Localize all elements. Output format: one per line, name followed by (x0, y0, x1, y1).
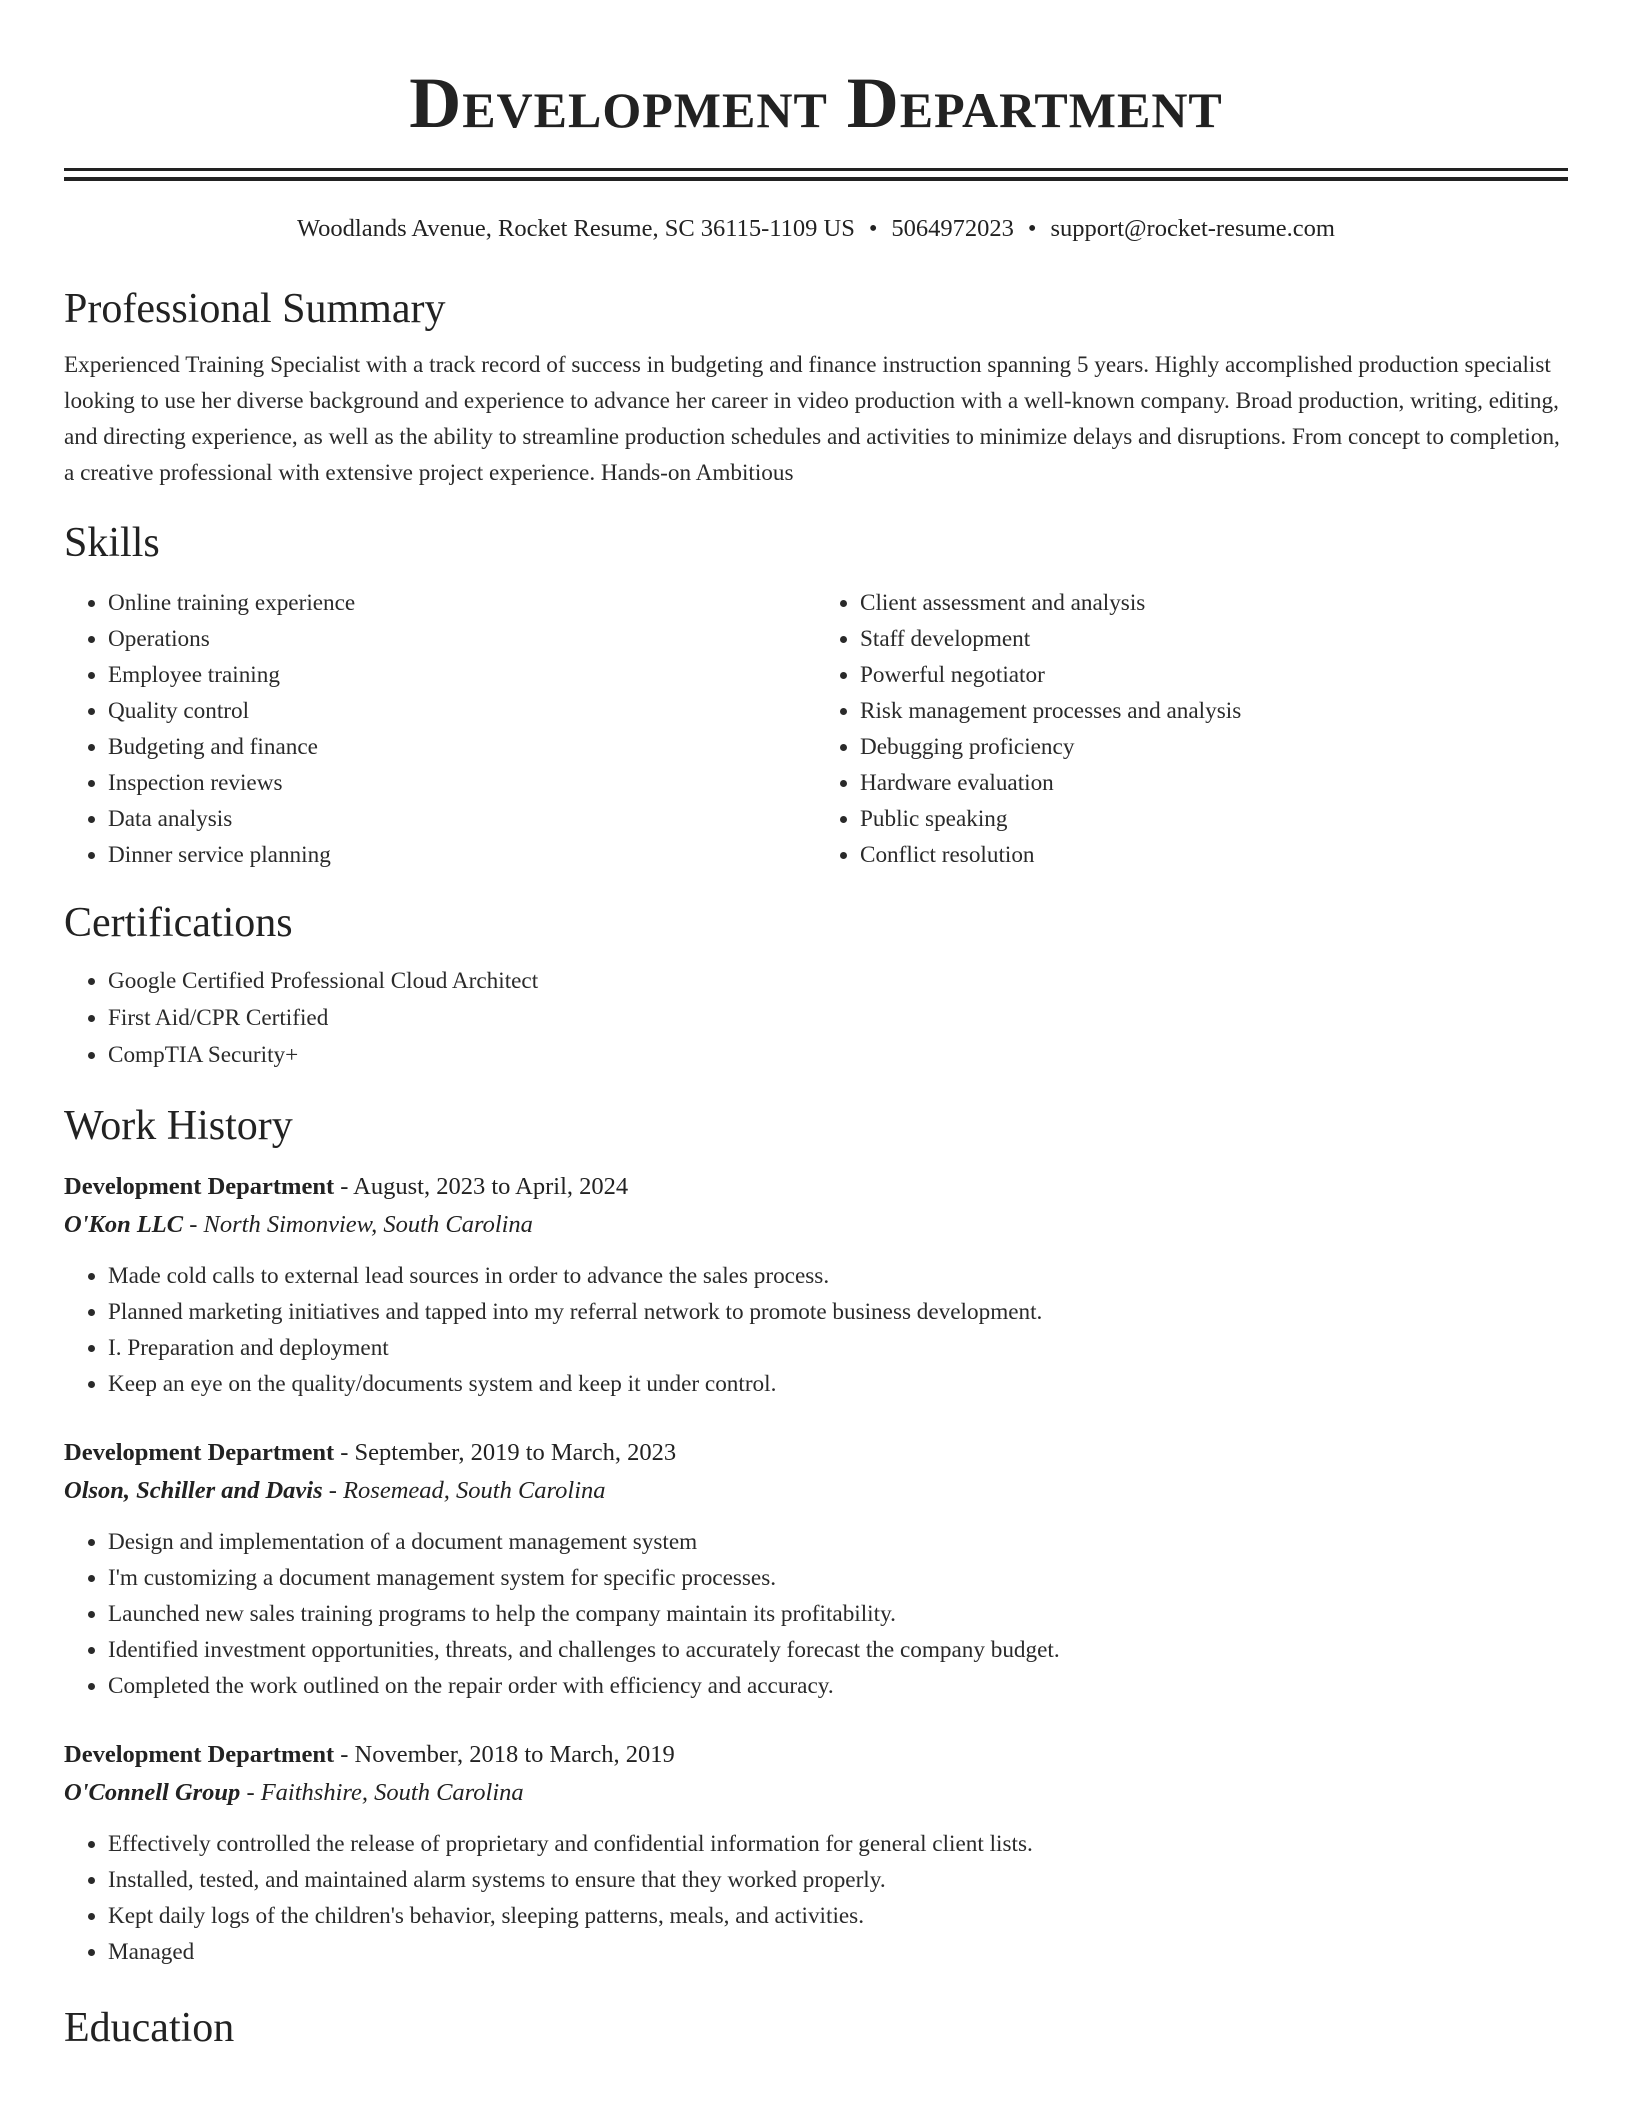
job-duties (64, 1826, 1568, 1970)
duty-item: • Identified investment opportunities, threats, and challenges to accurately forecast the company budget. (108, 1632, 1568, 1668)
duty-item: • I'm customizing a document management system for specific processes. (108, 1560, 1568, 1596)
summary-heading: Professional Summary (64, 286, 446, 332)
skill-item: • Powerful negotiator (860, 657, 1568, 693)
skill-item: • Online training experience (108, 585, 816, 621)
skill-item: • Employee training (108, 657, 816, 693)
contact-separator: • (1027, 215, 1037, 242)
certification-item: • Google Certified Professional Cloud Architect (108, 963, 1568, 1000)
skill-item: • Staff development (860, 621, 1568, 657)
contact-phone: 5064972023 (891, 215, 1014, 242)
job-company: O'Kon LLC (64, 1211, 184, 1238)
job-company: Olson, Schiller and Davis (64, 1477, 323, 1504)
job-title-line (64, 1736, 1568, 1774)
skills-column-right (816, 585, 1568, 873)
duty-item: • Made cold calls to external lead sources in order to advance the sales process. (108, 1258, 1568, 1294)
skill-item: • Client assessment and analysis (860, 585, 1568, 621)
duty-item: • I. Preparation and deployment (108, 1330, 1568, 1366)
header-rule-bottom (64, 177, 1568, 181)
skills-column-left (64, 585, 816, 873)
duty-item: • Keep an eye on the quality/documents system and keep it under control. (108, 1366, 1568, 1402)
duty-item: • Kept daily logs of the children's behavior, sleeping patterns, meals, and activities. (108, 1898, 1568, 1934)
duty-item: • Planned marketing initiatives and tapped into my referral network to promote business development. (108, 1294, 1568, 1330)
duty-item: • Launched new sales training programs to help the company maintain its profitability. (108, 1596, 1568, 1632)
resume-page (64, 0, 1568, 2056)
job-dates: - November, 2018 to March, 2019 (334, 1741, 675, 1768)
job-company-line (64, 1472, 1568, 1510)
job-entry (64, 1736, 1568, 1970)
skill-item: • Debugging proficiency (860, 729, 1568, 765)
duty-item: • Installed, tested, and maintained alarm systems to ensure that they worked properly. (108, 1862, 1568, 1898)
skill-item: • Dinner service planning (108, 837, 816, 873)
duty-item: • Completed the work outlined on the repair order with efficiency and accuracy. (108, 1668, 1568, 1704)
job-company-line (64, 1774, 1568, 1812)
job-title: Development Department (64, 1439, 335, 1466)
job-entry (64, 1168, 1568, 1402)
job-location: - Faithshire, South Carolina (240, 1779, 524, 1806)
skill-item: • Quality control (108, 693, 816, 729)
job-title: Development Department (64, 1173, 335, 1200)
contact-separator: • (868, 215, 878, 242)
skills-heading: Skills (64, 520, 160, 566)
job-duties (64, 1524, 1568, 1704)
skill-item: • Data analysis (108, 801, 816, 837)
resume-name: Development Department (409, 63, 1223, 143)
skills-list (64, 585, 1568, 873)
contact-email: support@rocket-resume.com (1050, 215, 1335, 242)
job-duties (64, 1258, 1568, 1402)
duty-item: • Managed (108, 1934, 1568, 1970)
job-title: Development Department (64, 1741, 335, 1768)
skill-item: • Hardware evaluation (860, 765, 1568, 801)
job-title-line (64, 1168, 1568, 1206)
job-location: - North Simonview, South Carolina (183, 1211, 533, 1238)
certifications-heading: Certifications (64, 900, 293, 946)
education-heading: Education (64, 2005, 235, 2051)
job-dates: - September, 2019 to March, 2023 (334, 1439, 677, 1466)
skill-item: • Risk management processes and analysis (860, 693, 1568, 729)
header-rule-top (64, 168, 1568, 171)
job-dates: - August, 2023 to April, 2024 (334, 1173, 629, 1200)
skill-item: • Public speaking (860, 801, 1568, 837)
skill-item: • Conflict resolution (860, 837, 1568, 873)
duty-item: • Effectively controlled the release of proprietary and confidential information for general client lists. (108, 1826, 1568, 1862)
certification-item: • First Aid/CPR Certified (108, 1000, 1568, 1037)
job-company: O'Connell Group (64, 1779, 241, 1806)
job-title-line (64, 1434, 1568, 1472)
skill-item: • Budgeting and finance (108, 729, 816, 765)
skill-item: • Inspection reviews (108, 765, 816, 801)
job-location: - Rosemead, South Carolina (322, 1477, 606, 1504)
certification-item: • CompTIA Security+ (108, 1037, 1568, 1074)
contact-address: Woodlands Avenue, Rocket Resume, SC 36115-1109 US (296, 215, 855, 242)
certifications-list (64, 963, 1568, 1074)
work-history-heading: Work History (64, 1103, 293, 1149)
job-company-line (64, 1206, 1568, 1244)
summary-text: Experienced Training Specialist with a track record of success in budgeting and finance instruction spanning 5 years. Highly accomplished production specialist looking to use her diverse background and experience to advance her career in video production with a well-known company. Broad production, writing, editing, and directing experience, as well as the ability to streamline production schedules and activities to minimize delays and disruptions. From concept to completion, a creative professional with extensive project experience. Hands-on Ambitious (64, 352, 1560, 486)
duty-item: • Design and implementation of a document management system (108, 1524, 1568, 1560)
job-entry (64, 1434, 1568, 1704)
contact-line (64, 211, 1568, 247)
skill-item: • Operations (108, 621, 816, 657)
